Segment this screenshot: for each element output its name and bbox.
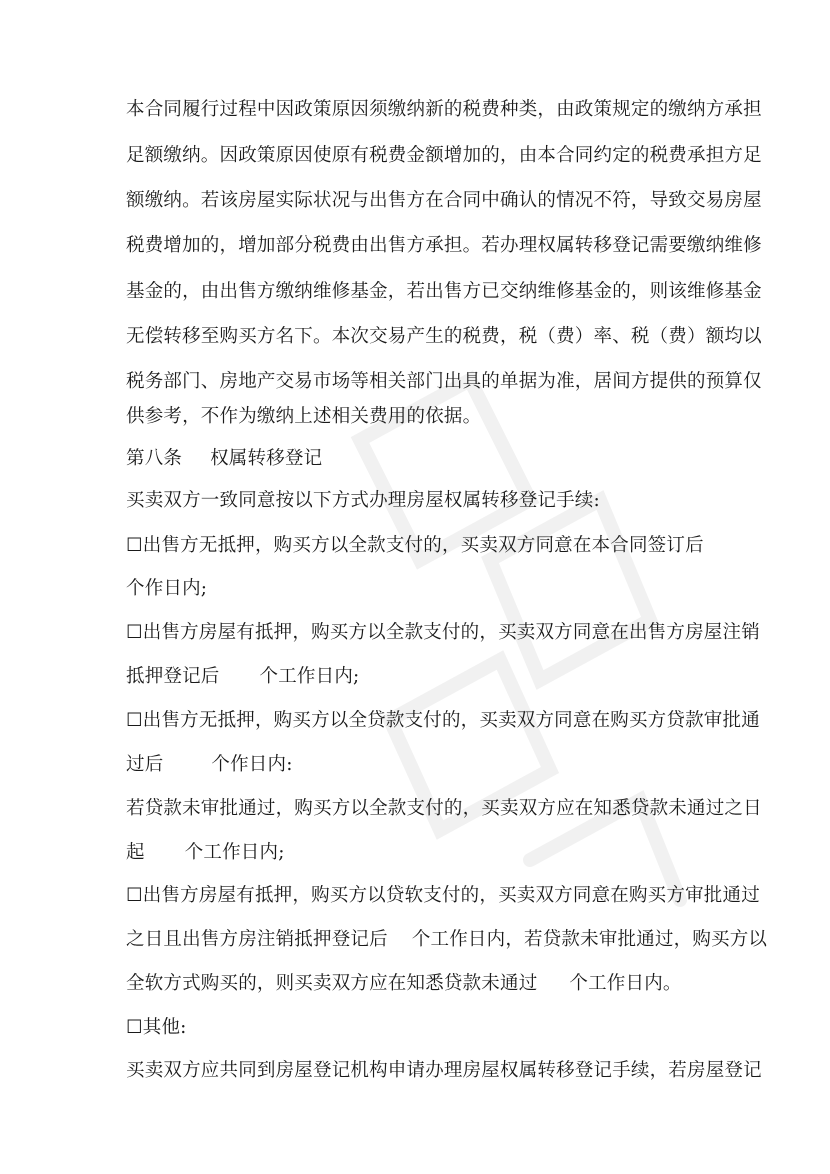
option-2-prefix: 抵押登记后 bbox=[126, 666, 220, 687]
paragraph-line-2: 足额缴纳。因政策原因使原有税费金额增加的，由本合同约定的税费承担方足 bbox=[126, 145, 762, 166]
option-3-line-2 bbox=[126, 752, 293, 778]
paragraph-line-3: 额缴纳。若该房屋实际状况与出售方在合同中确认的情况不符，导致交易房屋 bbox=[126, 190, 762, 211]
option-3-line-3: 若贷款未审批通过，购买方以全款支付的，买卖双方应在知悉贷款未通过之日 bbox=[126, 798, 762, 819]
option-3-line-1: ☐出售方无抵押，购买方以全贷款支付的，买卖双方同意在购买方贷款审批通 bbox=[126, 710, 760, 731]
article-number: 第八条 bbox=[126, 448, 183, 469]
paragraph-line-4: 税费增加的，增加部分税费由出售方承担。若办理权属转移登记需要缴纳维修 bbox=[126, 235, 762, 256]
option-4-line3-suffix: 个工作日内。 bbox=[569, 973, 682, 994]
option-3-line4-suffix: 个工作日内; bbox=[184, 842, 285, 863]
option-3-line-4 bbox=[126, 840, 285, 866]
option-4-line-1: ☐出售方房屋有抵押，购买方以贷软支付的，买卖双方同意在购买方审批通过 bbox=[126, 885, 760, 906]
option-1-line-1: ☐出售方无抵押，购买方以全款支付的，买卖双方同意在本合同签订后 bbox=[126, 535, 704, 556]
option-other: ☐其他: bbox=[126, 1017, 187, 1038]
option-4-line3-prefix: 全软方式购买的，则买卖双方应在知悉贷款未通过 bbox=[126, 973, 538, 994]
option-3-prefix: 过后 bbox=[126, 754, 164, 775]
closing-line: 买卖双方应共同到房屋登记机构申请办理房屋权属转移登记手续，若房屋登记 bbox=[126, 1060, 762, 1081]
option-4-line2-suffix: 个工作日内，若贷款未审批通过，购买方以 bbox=[411, 929, 768, 950]
paragraph-line-6: 无偿转移至购买方名下。本次交易产生的税费，税（费）率、税（费）额均以 bbox=[126, 326, 762, 347]
option-2-line-2 bbox=[126, 664, 359, 690]
option-4-line2-prefix: 之日且出售方房注销抵押登记后 bbox=[126, 929, 388, 950]
option-4-line-2 bbox=[126, 927, 767, 953]
paragraph-line-1: 本合同履行过程中因政策原因须缴纳新的税费种类，由政策规定的缴纳方承担 bbox=[126, 99, 762, 120]
article-title: 权属转移登记 bbox=[210, 448, 323, 469]
paragraph-line-5: 基金的，由出售方缴纳维修基金，若出售方已交纳维修基金的，则该维修基金 bbox=[126, 281, 762, 302]
paragraph-line-7: 税务部门、房地产交易市场等相关部门出具的单据为准，居间方提供的预算仅 bbox=[126, 371, 762, 392]
option-1-line-2: 个作日内; bbox=[126, 578, 208, 599]
option-2-suffix: 个工作日内; bbox=[259, 666, 360, 687]
option-2-line-1: ☐出售方房屋有抵押，购买方以全款支付的，买卖双方同意在出售方房屋注销 bbox=[126, 622, 760, 643]
article-heading bbox=[126, 446, 322, 472]
option-3-line4-prefix: 起 bbox=[126, 842, 145, 863]
paragraph-line-8: 供参考，不作为缴纳上述相关费用的依据。 bbox=[126, 406, 482, 427]
article-intro: 买卖双方一致同意按以下方式办理房屋权属转移登记手续: bbox=[126, 490, 600, 511]
option-4-line-3 bbox=[126, 971, 682, 997]
option-3-suffix: 个作日内: bbox=[211, 754, 293, 775]
